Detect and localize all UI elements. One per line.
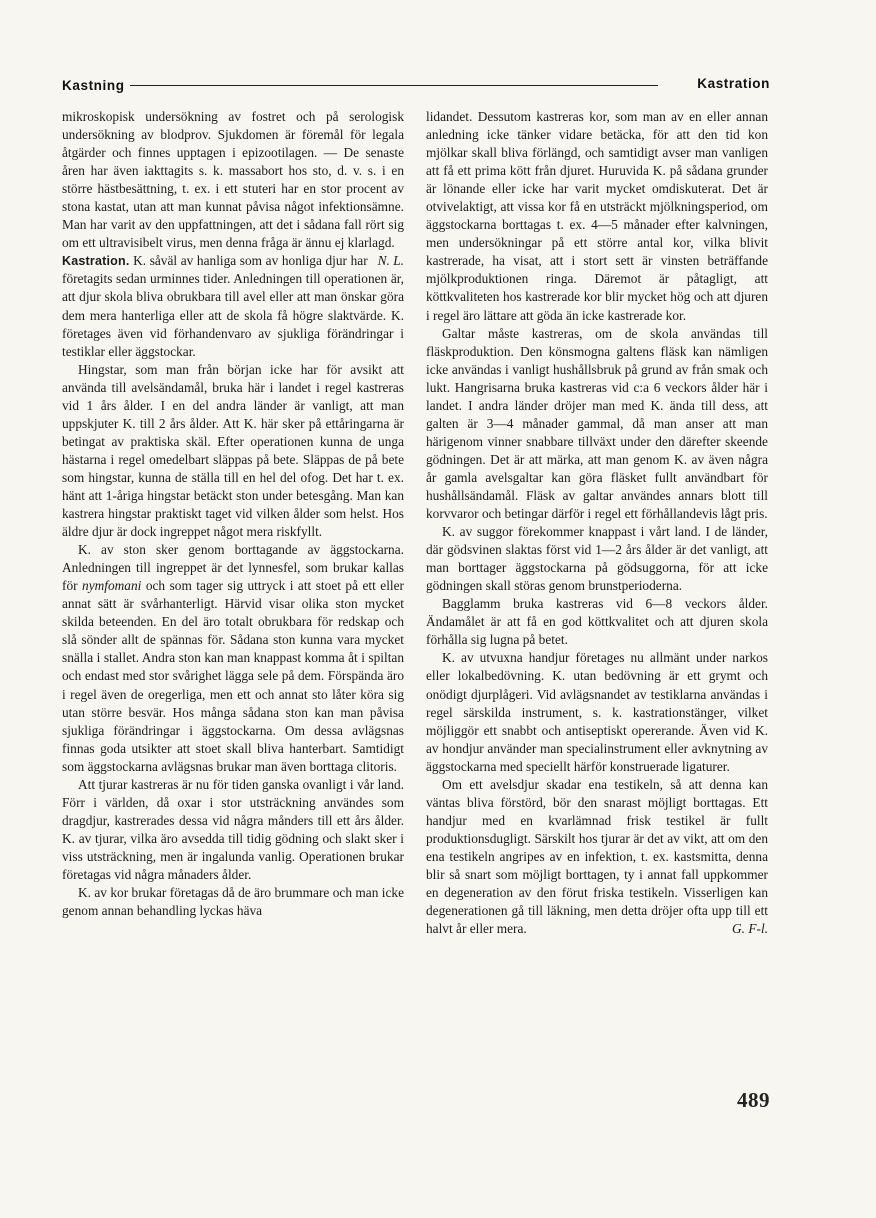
paragraph — [426, 776, 768, 938]
paragraph-text: K. av ston sker genom borttagande av äggstockarna. Anledningen till ingreppet är det lynnesfel, som brukar kallas för — [62, 542, 404, 594]
author-signature: N. L. — [377, 253, 404, 269]
paragraph-text: Om ett avelsdjur skadar ena testikeln, så att denna kan väntas bliva förstörd, bör den snarast möjligt borttagas. Ett handjur med en kvarlämnad frisk testikel är fullt produktionsdugligt. Särskilt hos tjurar är det av vikt, att om den ena testikeln angripes av en infektion, t. ex. kastsmitta, denna blir så snart som möjligt borttagen, ty i annat fall uppkommer en degeneration av den förut friska testikeln. Visserligen kan degenerationen gå till läkning, men detta dröjer ofta upp till ett halvt år eller mera. — [426, 776, 768, 937]
paragraph-text: mikroskopisk undersökning av fostret och på serologisk undersökning av blodprov. Sjukdomen är föremål för legala åtgärder och finnes upptagen i epizootilagen. — De senaste åren har även iakttagits s. k. massabort hos sto, d. v. s. i en större hästbesättning, t. ex. i ett stuteri har en stor procent av stona kastat, utan att man kunnat påvisa något infektionsämne. Man har varit av den uppfattningen, att det i sådana fall rört sig om ett ultravisibelt virus, men denna fråga är ännu ej klarlagd. — [62, 109, 404, 251]
paragraph: Att tjurar kastreras är nu för tiden ganska ovanligt i vår land. Förr i världen, då oxar i stor utsträckning användes som dragdjur, kastrerades dessa vid några månders till ett års ålder. K. av tjurar, vilka äro avsedda till tidig gödning och slakt sker i viss utsträckning, men är ingalunda vanlig. Operationen brukar företagas vid några månaders ålder. — [62, 776, 404, 882]
paragraph-text: K. såväl av hanliga som av honliga djur har företagits sedan urminnes tider. Anledningen till operationen är, att djur skola bliva obrukbara till avel eller att man önskar göra dem mera hanterliga eller att de skola få högre slaktvärde. K. företages även vid förhandenvaro av sjukliga förändringar i testiklar eller äggstockar. — [62, 253, 404, 359]
paragraph — [62, 252, 404, 360]
header-left-title: Kastning — [62, 78, 125, 93]
italic-term: nymfomani — [82, 578, 142, 594]
header-rule — [130, 85, 658, 86]
entry-headword: Kastration. — [62, 254, 130, 269]
left-column — [62, 108, 404, 920]
page-number: 489 — [737, 1088, 770, 1112]
paragraph: Bagglamm bruka kastreras vid 6—8 veckors ålder. Ändamålet är att få en god köttkvalitet och att djuren skola förhålla sig lugna på betet. — [426, 596, 768, 648]
right-column — [426, 108, 768, 938]
paragraph: lidandet. Dessutom kastreras kor, som man av en eller annan anledning icke tänker vidare betäcka, för att den tid kon mjölkar skall bliva förlängd, och samtidigt avser man vanligen att få ett prima kött från djuret. Huruvida K. på sådana grunder är lönande eller icke har varit mycket omdiskuterat. Det är otvivelaktigt, att vissa kor få en utsträckt mjölkningsperiod, om äggstockarna borttagas t. ex. 4—5 månader efter kalvningen, men undersökningar på ett större antal kor, vilka blivit kastrerade, ha visat, att i stort sett är vinsten beträffande mjölkproduktionen ringa. Däremot är påtagligt, att köttkvaliteten hos kastrerade kor blir mycket hög och att djuren i regel äro lättare att göda än icke kastrerade kor. — [426, 109, 768, 323]
paragraph: K. av utvuxna handjur företages nu allmänt under narkos eller lokalbedövning. K. utan bedövning är ett grymt och onödigt djurplågeri. Vid avlägsnandet av testiklarna användas i regel särskilda instrument, s. k. kastrationstänger, vilket möjliggör ett snabbt och antiseptiskt opererande. Även vid K. av hondjur använder man specialinstrument eller avknytning av äggstockarna med speciellt härför konstruerade ligaturer. — [426, 650, 768, 774]
paragraph — [62, 541, 404, 776]
paragraph: K. av suggor förekommer knappast i vårt land. I de länder, där gödsvinen slaktas först vid 1—2 års ålder är det vanligt, att man borttager äggstockarna på gödsuggorna, för att icke gödningen skall störas genom brunstperioderna. — [426, 524, 768, 594]
author-signature: G. F-l. — [732, 921, 768, 937]
paragraph: Galtar måste kastreras, om de skola användas till fläskproduktion. Den könsmogna galtens fläsk kan nämligen icke användas i vanligt hushållsbruk på grund av från smak och lukt. Hangrisarna bruka kastreras vid c:a 6 veckors ålder här i landet. I andra länder dröjer man med K. ända till dess, att galten är 3—4 månader gammal, då man anser att man härigenom vinner snabbare tillväxt under den därefter skeende gödningen. Det är att märka, att man genom K. av även några år gamla avelsgaltar kan göra fläsket fullt användbart för hushållsändamål. Fläsk av galtar användes annars blott till korvvaror och betingar därför i regel ett förhållandevis lågt pris. — [426, 325, 768, 522]
running-header — [62, 76, 770, 98]
paragraph: Hingstar, som man från början icke har för avsikt att använda till avelsändamål, bruka här i landet i regel kastreras vid 1 års ålder. I en del andra länder är vanligt, att man uppskjuter K. till 2 års ålder. Att K. här sker på ettåringarna är betingat av praktiska skäl. Efter operationen kunna de unga hästarna i regel omedelbart släppas på bete. Släppas de på bete som hingstar, kunna de ställa till en hel del ofog. Det har t. ex. hänt att 1-åriga hingstar betäckt ston under betesgång. Man kan kastrera hingstar praktiskt taget vid vilken ålder som helst. Hos äldre djur är dock ingreppet något mera riskfyllt. — [62, 361, 404, 540]
paragraph-text: och som tager sig uttryck i att stoet på ett eller annat sätt är svårhanterligt. Härvid visar olika ston mycket skilda beteenden. En del äro totalt obrukbara för redskap och slå sönder allt de spännas för. Sådana ston kunna vara mycket snälla i stallet. Andra ston kan man knappast komma åt i spiltan och endast med stor svårighet lägga sele på dem. Förspända äro i regel även de oregerliga, men ett och annat sto låter köra sig utan större besvär. Hos många sådana ston kan man påvisa sjukliga förändringar i äggstockarna. Om dessa avlägsnas finnas goda utsikter att stoet skall bliva hanterbart. Samtidigt som äggstockarna avlägsnas brukar man även borttaga clitoris. — [62, 578, 405, 774]
paragraph: K. av kor brukar företagas då de äro brummare och man icke genom annan behandling lyckas häva — [62, 885, 404, 919]
header-right-title: Kastration — [697, 76, 770, 91]
